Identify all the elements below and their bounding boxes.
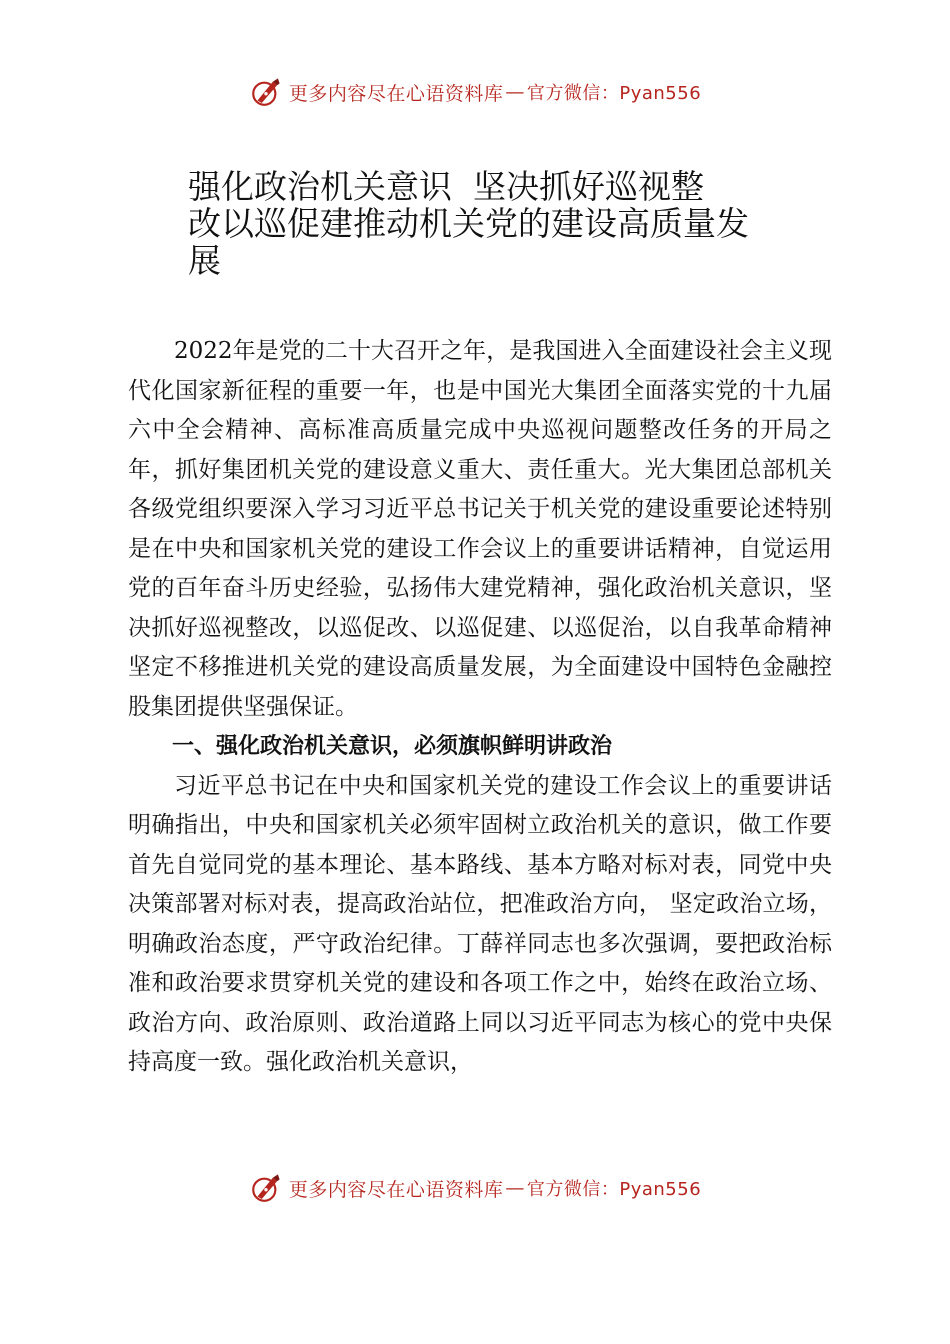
section-1-heading: 一、强化政治机关意识，必须旗帜鲜明讲政治 <box>172 734 613 759</box>
document-title <box>188 168 788 279</box>
watermark-contact: 官方微信：Pyan556 <box>526 1179 702 1200</box>
watermark-text: 更多内容尽在心语资料库 <box>288 1178 504 1201</box>
footer-watermark <box>0 1168 950 1208</box>
watermark-separator: — <box>505 81 525 103</box>
section-1-paragraph: 习近平总书记在中央和国家机关党的建设工作会议上的重要讲话明确指出，中央和国家机关必须牢固树立政治机关的意识，做工作要首先自觉同党的基本理论、基本路线、基本方略对标对表，同党中央决策部署对标对表，提高政治站位，把准政治方向， 坚定政治立场，明确政治态度，严守政治纪律。丁薛祥同志也多次强调，要把政治标准和政治要求贯穿机关党的建设和各项工作之中，始终在政治立场、政治方向、政治原则、政治道路上同以习近平同志为核心的党中央保持高度一致。强化政治机关意识， <box>128 772 832 1075</box>
title-line-1: 强化政治机关意识 坚决抓好巡视整 <box>188 167 704 206</box>
document-body <box>128 332 832 1083</box>
title-line-2: 改以巡促建推动机关党的建设高质量发 <box>188 204 749 243</box>
pen-nib-logo-icon <box>249 75 283 109</box>
watermark-text: 更多内容尽在心语资料库 <box>288 82 504 105</box>
title-line-3: 展 <box>188 241 221 280</box>
pen-nib-logo-icon <box>249 1171 283 1205</box>
watermark-separator: — <box>505 1177 525 1199</box>
watermark-contact: 官方微信：Pyan556 <box>526 83 702 104</box>
header-watermark <box>0 72 950 112</box>
intro-paragraph: 2022年是党的二十大召开之年，是我国进入全面建设社会主义现代化国家新征程的重要一年，也是中国光大集团全面落实党的十九届六中全会精神、高标准高质量完成中央巡视问题整改任务的开局之年，抓好集团机关党的建设意义重大、责任重大。光大集团总部机关各级党组织要深入学习习近平总书记关于机关党的建设重要论述特别是在中央和国家机关党的建设工作会议上的重要讲话精神，自觉运用党的百年奋斗历史经验，弘扬伟大建党精神，强化政治机关意识，坚决抓好巡视整改，以巡促改、以巡促建、以巡促治，以自我革命精神坚定不移推进机关党的建设高质量发展，为全面建设中国特色金融控股集团提供坚强保证。 <box>128 338 832 720</box>
